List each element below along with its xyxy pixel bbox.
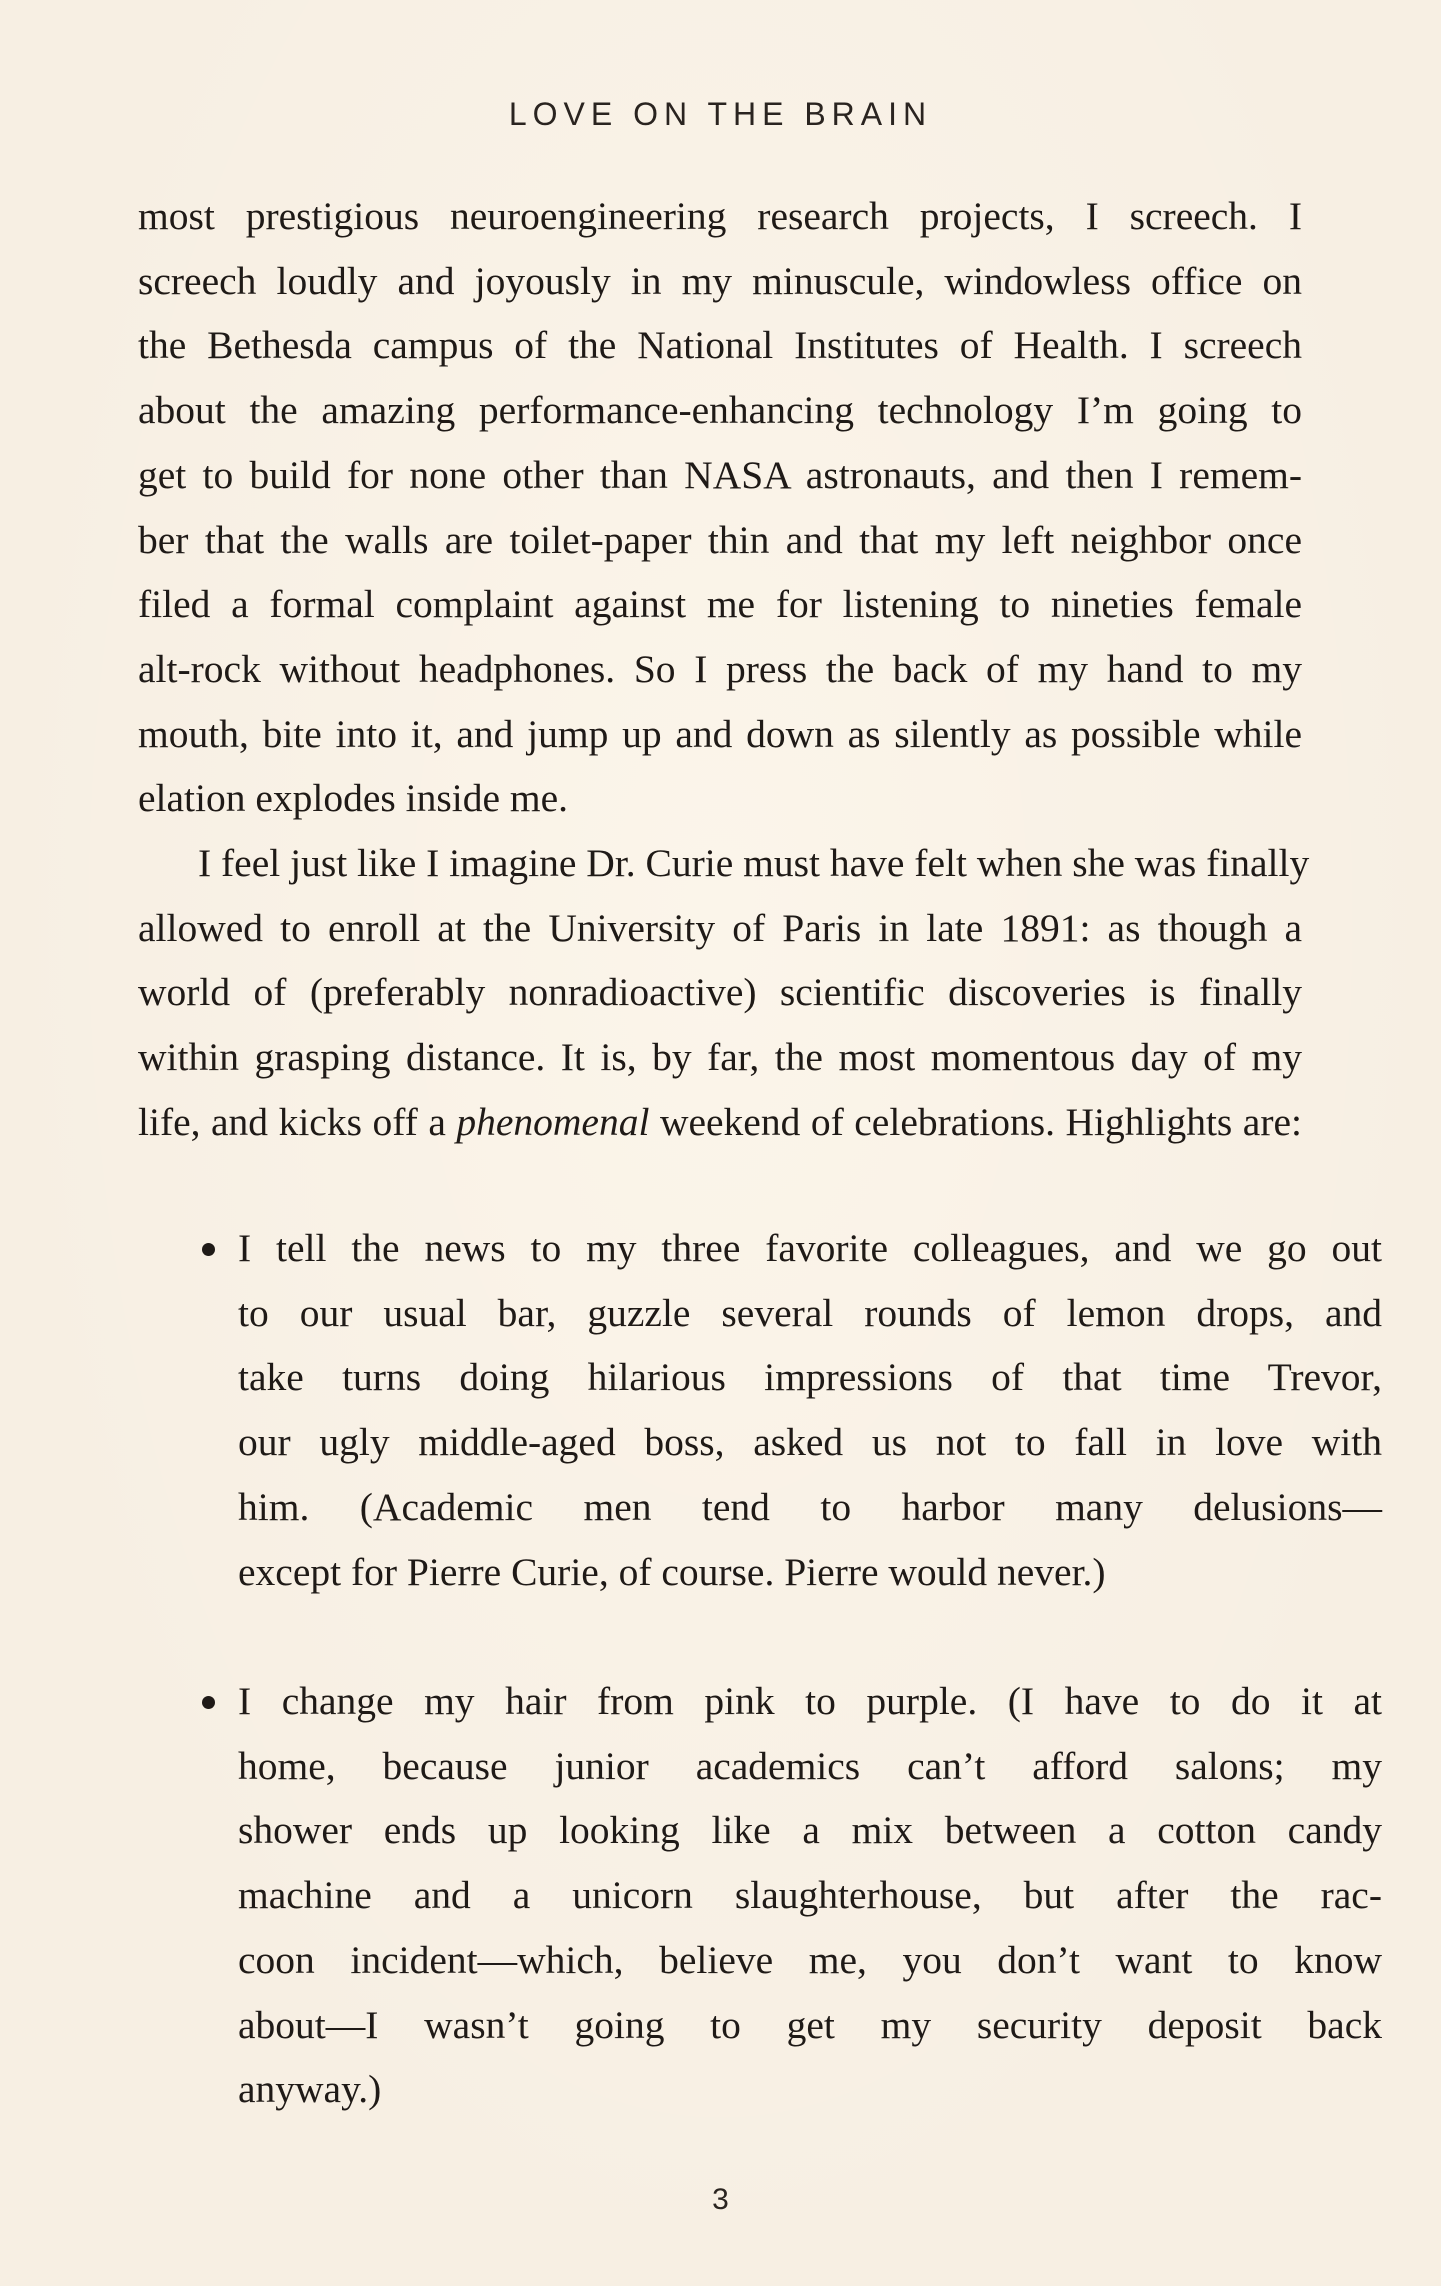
text-line: except for Pierre Curie, of course. Pierre would never.) xyxy=(238,1549,1106,1594)
text-line: alt-rock without headphones. So I press the back of my hand to my xyxy=(138,646,1302,691)
text-line: about—I wasn’t going to get my security deposit back xyxy=(238,2002,1382,2047)
running-head-title: LOVE ON THE BRAIN xyxy=(508,96,933,132)
body-text xyxy=(138,184,1310,1155)
text-line: about the amazing performance-enhancing technology I’m going to xyxy=(138,388,1302,433)
text-line: machine and a unicorn slaughterhouse, but after the rac- xyxy=(238,1873,1382,1918)
paragraph-2 xyxy=(138,831,1310,1155)
text-line: most prestigious neuroengineering research projects, I screech. I xyxy=(138,194,1302,238)
text-line: shower ends up looking like a mix between a cotton candy xyxy=(238,1808,1382,1853)
list-item-text xyxy=(238,1216,1382,1604)
text-line: get to build for none other than NASA astronauts, and then I remem- xyxy=(138,452,1302,497)
text-line: I tell the news to my three favorite colleagues, and we go out xyxy=(238,1226,1382,1270)
text-line: our ugly middle-aged boss, asked us not to fall in love with xyxy=(238,1420,1382,1465)
text-line: coon incident—which, believe me, you don’t want to know xyxy=(238,1937,1382,1982)
bullet-icon xyxy=(202,1243,215,1256)
text-segment: weekend of celebrations. Highlights are: xyxy=(649,1099,1302,1144)
text-line: ber that the walls are toilet-paper thin and that my left neighbor once xyxy=(138,517,1302,562)
list-item-text xyxy=(238,1669,1382,2122)
text-line: elation explodes inside me. xyxy=(138,776,569,821)
text-line: home, because junior academics can’t afford salons; my xyxy=(238,1743,1382,1788)
text-line: mouth, bite into it, and jump up and down as silently as possible while xyxy=(138,711,1302,756)
text-line: allowed to enroll at the University of Paris in late 1891: as though a xyxy=(138,905,1302,950)
text-line: anyway.) xyxy=(238,2067,382,2112)
text-line: to our usual bar, guzzle several rounds of lemon drops, and xyxy=(238,1290,1382,1335)
text-line: filed a formal complaint against me for listening to nineties female xyxy=(138,582,1302,627)
text-line: the Bethesda campus of the National Institutes of Health. I screech xyxy=(138,323,1302,368)
text-line: him. (Academic men tend to harbor many delusions— xyxy=(238,1484,1382,1529)
text-segment: life, and kicks off a xyxy=(138,1099,457,1144)
text-line: screech loudly and joyously in my minuscule, windowless office on xyxy=(138,258,1302,303)
paragraph-1 xyxy=(138,184,1302,831)
text-line xyxy=(138,1090,1302,1155)
text-line: world of (preferably nonradioactive) scientific discoveries is finally xyxy=(138,970,1302,1015)
bullet-icon xyxy=(202,1696,215,1709)
emphasized-text: phenomenal xyxy=(456,1099,650,1144)
text-line: I change my hair from pink to purple. (I have to do it at xyxy=(238,1679,1382,1723)
text-line: take turns doing hilarious impressions of that time Trevor, xyxy=(238,1355,1382,1400)
text-line: I feel just like I imagine Dr. Curie must have felt when she was finally xyxy=(198,841,1310,886)
text-line: within grasping distance. It is, by far, the most momentous day of my xyxy=(138,1035,1302,1080)
page-number: 3 xyxy=(712,2183,729,2216)
